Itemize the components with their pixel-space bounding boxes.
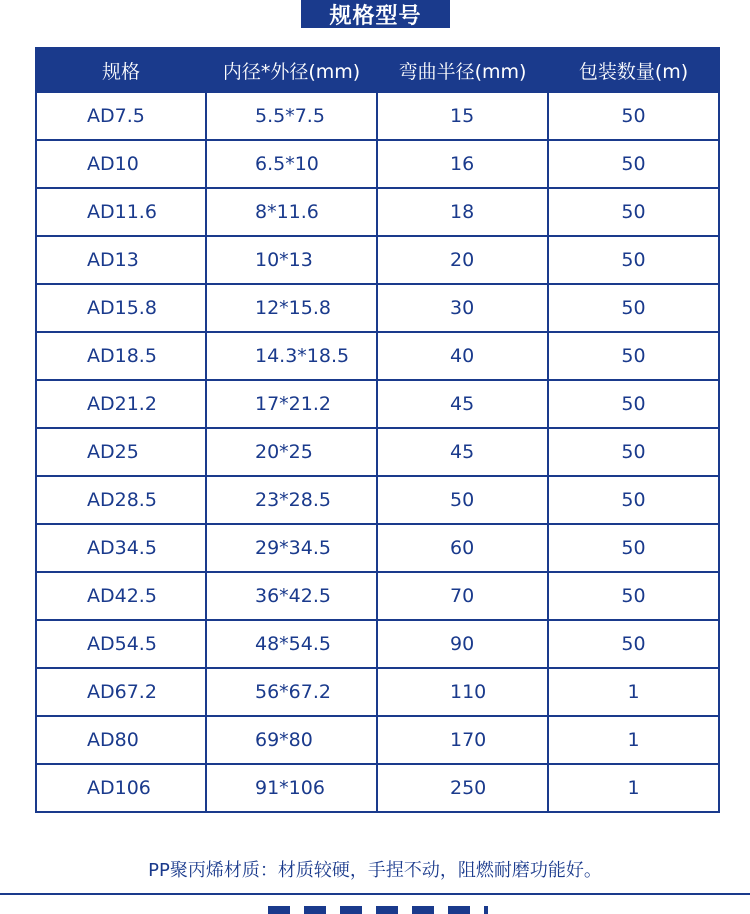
cell-diameter: 69*80 bbox=[206, 716, 377, 764]
cell-spec: AD80 bbox=[36, 716, 206, 764]
cell-bend-radius: 18 bbox=[377, 188, 548, 236]
cell-spec: AD54.5 bbox=[36, 620, 206, 668]
cell-diameter: 6.5*10 bbox=[206, 140, 377, 188]
next-section-heading-cropped bbox=[268, 902, 488, 914]
cell-diameter: 23*28.5 bbox=[206, 476, 377, 524]
table-row bbox=[36, 380, 719, 428]
cell-diameter: 56*67.2 bbox=[206, 668, 377, 716]
cell-package-qty: 50 bbox=[548, 524, 719, 572]
section-divider bbox=[0, 893, 750, 895]
cell-package-qty: 50 bbox=[548, 140, 719, 188]
cell-diameter: 48*54.5 bbox=[206, 620, 377, 668]
cell-spec: AD21.2 bbox=[36, 380, 206, 428]
header-spec: 规格 bbox=[36, 48, 206, 92]
cell-diameter: 8*11.6 bbox=[206, 188, 377, 236]
cell-package-qty: 50 bbox=[548, 92, 719, 140]
cell-package-qty: 50 bbox=[548, 188, 719, 236]
cell-spec: AD106 bbox=[36, 764, 206, 812]
cell-bend-radius: 30 bbox=[377, 284, 548, 332]
spec-table bbox=[35, 47, 720, 813]
table-row bbox=[36, 476, 719, 524]
table-row bbox=[36, 140, 719, 188]
cell-diameter: 12*15.8 bbox=[206, 284, 377, 332]
cell-spec: AD10 bbox=[36, 140, 206, 188]
table-row bbox=[36, 764, 719, 812]
table-header-row bbox=[36, 48, 719, 92]
cell-diameter: 14.3*18.5 bbox=[206, 332, 377, 380]
cell-spec: AD18.5 bbox=[36, 332, 206, 380]
cell-package-qty: 1 bbox=[548, 764, 719, 812]
table-row bbox=[36, 236, 719, 284]
header-package-qty: 包装数量(m) bbox=[548, 48, 719, 92]
cell-spec: AD34.5 bbox=[36, 524, 206, 572]
cell-spec: AD67.2 bbox=[36, 668, 206, 716]
table-row bbox=[36, 620, 719, 668]
cell-package-qty: 50 bbox=[548, 380, 719, 428]
table-row bbox=[36, 668, 719, 716]
cell-bend-radius: 60 bbox=[377, 524, 548, 572]
cell-package-qty: 50 bbox=[548, 332, 719, 380]
table-row bbox=[36, 92, 719, 140]
table-row bbox=[36, 572, 719, 620]
header-diameter: 内径*外径(mm) bbox=[206, 48, 377, 92]
cell-spec: AD28.5 bbox=[36, 476, 206, 524]
cell-bend-radius: 90 bbox=[377, 620, 548, 668]
cell-package-qty: 1 bbox=[548, 668, 719, 716]
cell-bend-radius: 110 bbox=[377, 668, 548, 716]
cell-diameter: 36*42.5 bbox=[206, 572, 377, 620]
cell-package-qty: 50 bbox=[548, 284, 719, 332]
table-row bbox=[36, 284, 719, 332]
cell-spec: AD42.5 bbox=[36, 572, 206, 620]
cell-bend-radius: 70 bbox=[377, 572, 548, 620]
cell-diameter: 91*106 bbox=[206, 764, 377, 812]
cell-package-qty: 1 bbox=[548, 716, 719, 764]
header-bend-radius: 弯曲半径(mm) bbox=[377, 48, 548, 92]
cell-spec: AD25 bbox=[36, 428, 206, 476]
table-row bbox=[36, 524, 719, 572]
cell-package-qty: 50 bbox=[548, 572, 719, 620]
cell-spec: AD15.8 bbox=[36, 284, 206, 332]
cell-spec: AD11.6 bbox=[36, 188, 206, 236]
cell-package-qty: 50 bbox=[548, 428, 719, 476]
cell-package-qty: 50 bbox=[548, 620, 719, 668]
table-row bbox=[36, 716, 719, 764]
cell-package-qty: 50 bbox=[548, 236, 719, 284]
section-title: 规格型号 bbox=[301, 0, 450, 28]
cell-diameter: 5.5*7.5 bbox=[206, 92, 377, 140]
table-body bbox=[36, 92, 719, 812]
cell-bend-radius: 40 bbox=[377, 332, 548, 380]
cell-diameter: 20*25 bbox=[206, 428, 377, 476]
cell-spec: AD7.5 bbox=[36, 92, 206, 140]
cell-bend-radius: 16 bbox=[377, 140, 548, 188]
cell-diameter: 10*13 bbox=[206, 236, 377, 284]
table-row bbox=[36, 428, 719, 476]
material-note: PP聚丙烯材质：材质较硬，手捏不动，阻燃耐磨功能好。 bbox=[148, 860, 602, 881]
table-row bbox=[36, 332, 719, 380]
cell-package-qty: 50 bbox=[548, 476, 719, 524]
cell-bend-radius: 20 bbox=[377, 236, 548, 284]
cell-bend-radius: 15 bbox=[377, 92, 548, 140]
cell-bend-radius: 45 bbox=[377, 380, 548, 428]
cell-diameter: 29*34.5 bbox=[206, 524, 377, 572]
cell-spec: AD13 bbox=[36, 236, 206, 284]
cell-bend-radius: 170 bbox=[377, 716, 548, 764]
table-row bbox=[36, 188, 719, 236]
cell-bend-radius: 50 bbox=[377, 476, 548, 524]
cell-diameter: 17*21.2 bbox=[206, 380, 377, 428]
cell-bend-radius: 250 bbox=[377, 764, 548, 812]
cell-bend-radius: 45 bbox=[377, 428, 548, 476]
